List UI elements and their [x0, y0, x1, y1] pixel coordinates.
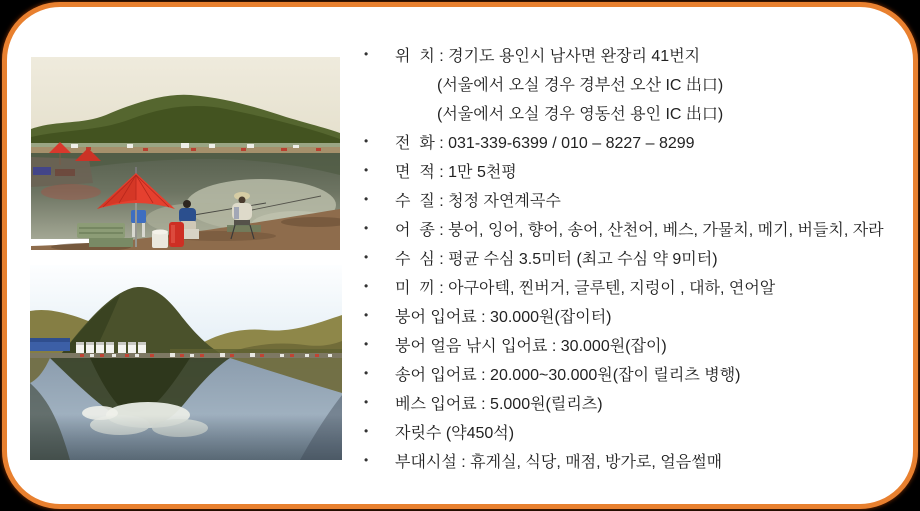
info-line-text: 베스 입어료 : 5.000원(릴리츠) — [395, 396, 603, 413]
info-line-bass-fee — [364, 388, 920, 417]
info-line-text: 송어 입어료 : 20.000~30.000원(잡이 릴리츠 병행) — [395, 367, 741, 384]
bullet-icon: • — [364, 221, 369, 235]
info-line-text: (서울에서 오실 경우 경부선 오산 IC 出口) — [437, 77, 724, 94]
info-line-text: 붕어 얼음 낚시 입어료 : 30.000원(잡이) — [395, 338, 667, 355]
info-line-text: (서울에서 오실 경우 영동선 용인 IC 出口) — [437, 106, 724, 123]
info-line-area — [364, 156, 920, 185]
info-line-text: 수 심 : 평균 수심 3.5미터 (최고 수심 약 9미터) — [395, 251, 718, 268]
info-line-text: 수 질 : 청정 자연계곡수 — [395, 193, 561, 210]
bullet-icon: • — [364, 134, 369, 148]
bullet-icon: • — [364, 250, 369, 264]
info-line-text: 어 종 : 붕어, 잉어, 향어, 송어, 산천어, 베스, 가물치, 메기, 버들치, 자라 — [395, 222, 884, 239]
bullet-icon: • — [364, 337, 369, 351]
bullet-icon: • — [364, 279, 369, 293]
lake-fishing-scene-photo — [31, 57, 340, 250]
bullet-icon: • — [364, 308, 369, 322]
info-line-location-note-2 — [364, 98, 920, 127]
bullet-icon: • — [364, 424, 369, 438]
slide-canvas — [2, 2, 918, 509]
info-line-text: 부대시설 : 휴게실, 식당, 매점, 방가로, 얼음썰매 — [395, 454, 723, 471]
bullet-icon: • — [364, 453, 369, 467]
lake-mirror-reflection-photo — [30, 265, 342, 460]
bullet-icon: • — [364, 47, 369, 61]
info-line-crucian-fee — [364, 301, 920, 330]
info-line-seats — [364, 417, 920, 446]
info-line-crucian-ice-fee — [364, 330, 920, 359]
info-line-depth — [364, 243, 920, 272]
bullet-icon: • — [364, 192, 369, 206]
info-line-text: 위 치 : 경기도 용인시 남사면 완장리 41번지 — [395, 48, 701, 65]
info-line-text: 미 끼 : 아구아텍, 찐버거, 글루텐, 지렁이 , 대하, 연어알 — [395, 280, 776, 297]
info-line-bait — [364, 272, 920, 301]
bullet-icon: • — [364, 163, 369, 177]
info-line-trout-fee — [364, 359, 920, 388]
info-line-location-note-1 — [364, 69, 920, 98]
info-line-location — [364, 40, 920, 69]
info-line-text: 면 적 : 1만 5천평 — [395, 164, 517, 181]
info-line-text: 전 화 : 031-339-6399 / 010 – 8227 – 8299 — [395, 135, 695, 152]
lake-fishing-scene-illustration — [31, 57, 340, 250]
info-line-fish-species — [364, 214, 920, 243]
info-line-text: 붕어 입어료 : 30.000원(잡이터) — [395, 309, 612, 326]
info-line-facilities — [364, 446, 920, 475]
info-line-text: 자릿수 (약450석) — [395, 425, 515, 442]
bullet-icon: • — [364, 366, 369, 380]
info-line-water-quality — [364, 185, 920, 214]
info-list — [364, 40, 920, 475]
info-line-phone — [364, 127, 920, 156]
lake-mirror-reflection-illustration — [30, 265, 342, 460]
bullet-icon: • — [364, 395, 369, 409]
